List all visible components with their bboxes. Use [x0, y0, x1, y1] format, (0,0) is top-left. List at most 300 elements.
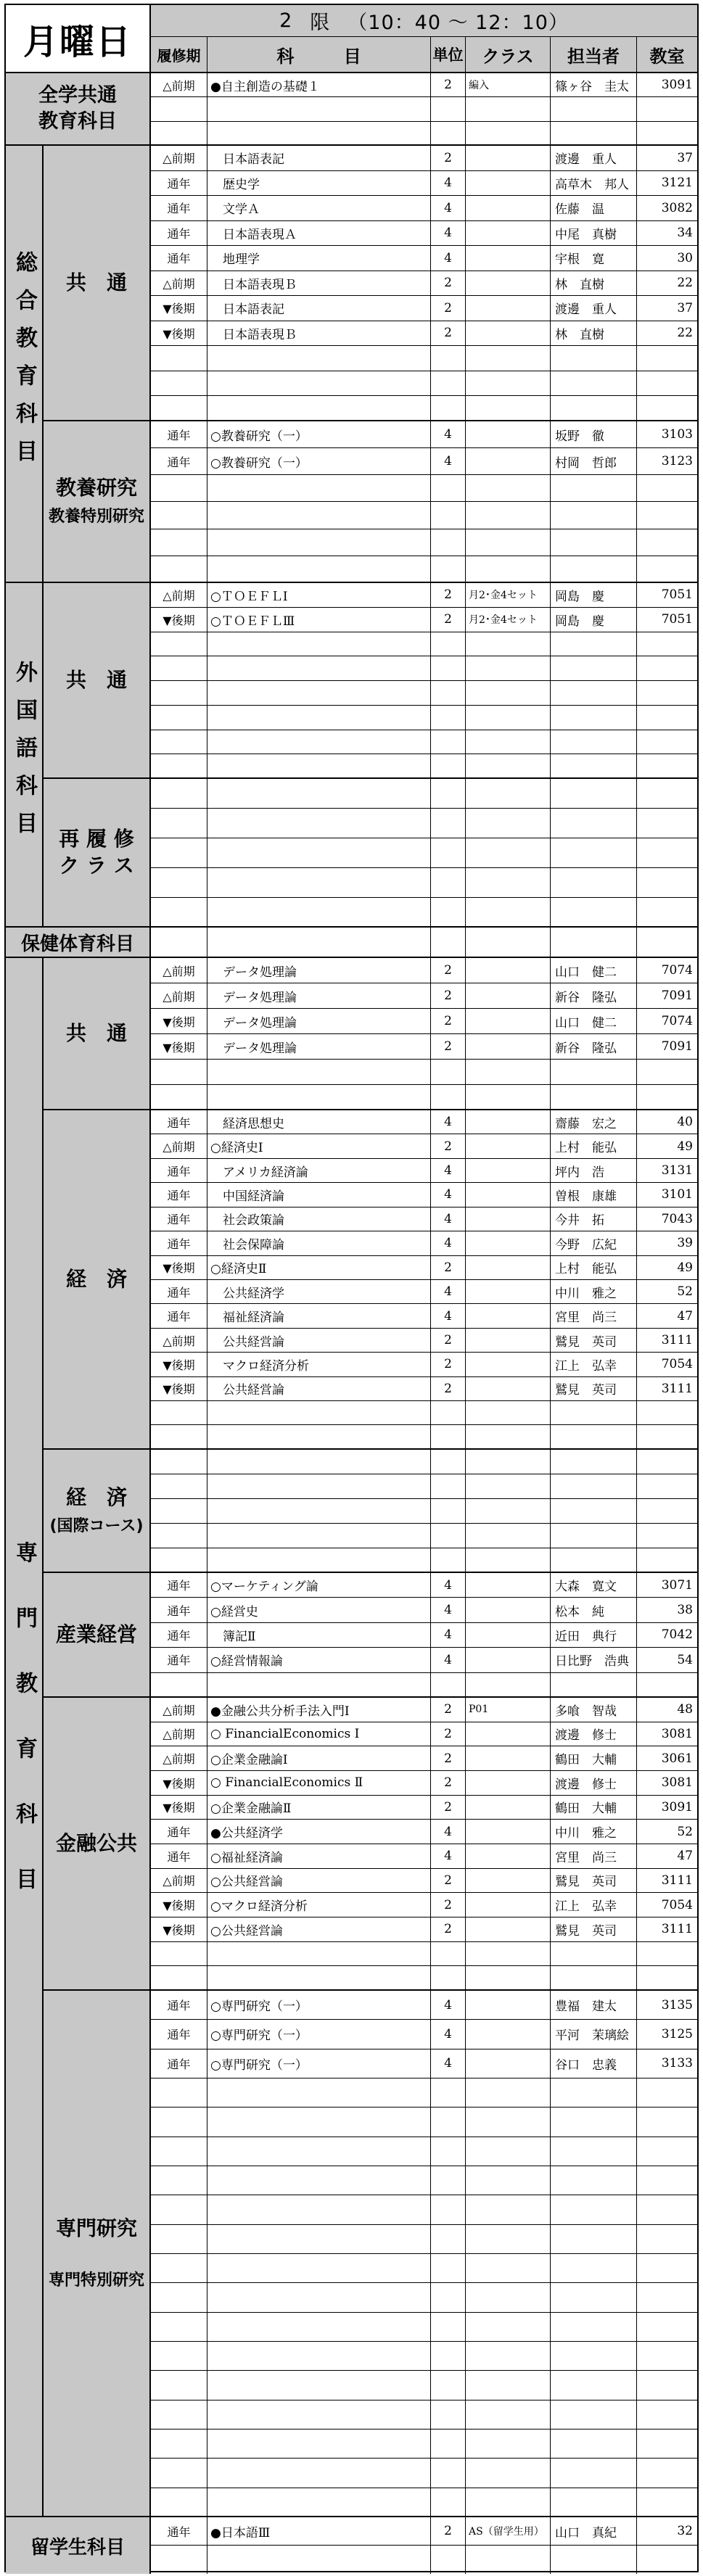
cell-class [466, 556, 551, 583]
cell-room [637, 2195, 697, 2224]
cell-subject: 社会政策論 [207, 1208, 431, 1231]
cell-subject [207, 1942, 431, 1966]
cell-subject [207, 1060, 431, 1084]
cell-teacher [551, 2254, 637, 2282]
cell-teacher [551, 2546, 637, 2574]
cell-class [466, 1648, 551, 1672]
table-row [151, 1085, 697, 1110]
cell-class [466, 2400, 551, 2429]
cell-unit: 4 [431, 1820, 466, 1844]
cell-class [466, 1598, 551, 1622]
cell-class [466, 1474, 551, 1498]
cell-unit: 4 [431, 1280, 466, 1303]
cell-unit: 4 [431, 1304, 466, 1327]
cell-term [151, 1966, 207, 1991]
cell-unit: 2 [431, 1746, 466, 1770]
cell-subject [207, 779, 431, 808]
table-row [151, 681, 697, 706]
cell-subject [207, 556, 431, 583]
cell-subject: ○マクロ経済分析 [207, 1893, 431, 1917]
table-row [151, 632, 697, 657]
cell-subject: ○教養研究（一） [207, 421, 431, 447]
cell-unit [431, 1474, 466, 1498]
cell-term [151, 529, 207, 556]
cell-teacher [551, 2342, 637, 2370]
table-row [151, 1425, 697, 1449]
cell-teacher [551, 2166, 637, 2195]
cell-subject: 福祉経済論 [207, 1304, 431, 1327]
table-row [151, 1548, 697, 1573]
section-keizai-kokusai [151, 1450, 697, 1573]
section-keizai [151, 1110, 697, 1450]
cell-teacher [551, 2430, 637, 2458]
cell-subject [207, 2371, 431, 2399]
table-row [151, 2049, 697, 2078]
cell-teacher [551, 502, 637, 528]
cell-teacher: 村岡 哲郎 [551, 448, 637, 474]
cell-room: 3121 [661, 176, 693, 191]
cell-subject: ○専門研究（一） [207, 1991, 431, 2019]
table-row [151, 196, 697, 221]
subcategory-senmon-kenkyu: 専門研究 専門特別研究 [44, 1991, 151, 2517]
cell-teacher [551, 2195, 637, 2224]
cell-unit [431, 1524, 466, 1548]
cell-class [466, 1746, 551, 1770]
cell-unit [431, 396, 466, 421]
cell-unit [431, 346, 466, 371]
cell-teacher: 新谷 隆弘 [551, 1034, 637, 1059]
cell-room: 7074 [661, 963, 693, 978]
cell-term: 通年 [151, 2020, 207, 2048]
cell-unit: 2 [431, 1893, 466, 1917]
table-row [151, 809, 697, 838]
table-row [151, 1353, 697, 1376]
table-row [151, 868, 697, 898]
cell-teacher [551, 632, 637, 656]
cell-term: 通年 [151, 1623, 207, 1647]
cell-room [637, 2342, 697, 2370]
cell-subject: ○マーケティング論 [207, 1573, 431, 1597]
cell-term [151, 2078, 207, 2107]
cell-term: △前期 [151, 73, 207, 96]
cell-class [466, 2049, 551, 2078]
cell-class [466, 1917, 551, 1941]
cell-subject: ○公共経営論 [207, 1869, 431, 1893]
cell-unit [431, 1060, 466, 1084]
section-sairishu [151, 779, 697, 928]
cell-teacher: 松本 純 [551, 1598, 637, 1622]
cell-subject [207, 2195, 431, 2224]
cell-unit [431, 556, 466, 583]
cell-class [466, 1450, 551, 1474]
category-senmon: 専門教育科目 [6, 958, 44, 2517]
cell-room [637, 1474, 697, 1498]
cell-unit: 4 [431, 1598, 466, 1622]
cell-unit [431, 371, 466, 396]
cell-room [637, 2430, 697, 2458]
table-row [151, 730, 697, 755]
cell-teacher [551, 2225, 637, 2253]
cell-subject [207, 2488, 431, 2517]
cell-term: 通年 [151, 1110, 207, 1134]
cell-term: 通年 [151, 1280, 207, 1303]
cell-room: 3133 [661, 2056, 693, 2071]
cell-unit [431, 502, 466, 528]
table-row [151, 928, 697, 958]
cell-unit [431, 1966, 466, 1991]
cell-room [637, 1499, 697, 1523]
cell-class [466, 1893, 551, 1917]
cell-unit: 4 [431, 1844, 466, 1868]
cell-term: 通年 [151, 2049, 207, 2078]
cell-unit [431, 1401, 466, 1424]
table-row [151, 1499, 697, 1524]
cell-term: 通年 [151, 1304, 207, 1327]
cell-subject: ○ FinancialEconomics Ⅰ [207, 1722, 431, 1746]
cell-term: ▼後期 [151, 296, 207, 321]
cell-teacher [551, 475, 637, 501]
cell-teacher: 江上 弘幸 [551, 1353, 637, 1376]
cell-class: 月2･金4セット [466, 583, 551, 607]
cell-teacher [551, 2488, 637, 2517]
cell-room: 22 [677, 276, 693, 291]
cell-room: 7091 [661, 988, 693, 1003]
cell-unit [431, 1450, 466, 1474]
cell-room [637, 2459, 697, 2487]
cell-room: 7074 [661, 1014, 693, 1028]
cell-class [466, 2254, 551, 2282]
cell-term [151, 396, 207, 421]
table-row [151, 1844, 697, 1869]
cell-teacher: 渡邊 重人 [551, 296, 637, 321]
cell-unit [431, 529, 466, 556]
cell-teacher: 齋藤 宏之 [551, 1110, 637, 1134]
cell-class [466, 1820, 551, 1844]
cell-room: 3103 [661, 427, 693, 442]
cell-teacher: 中川 雅之 [551, 1280, 637, 1303]
cell-room [637, 502, 697, 528]
cell-teacher [551, 2313, 637, 2341]
cell-subject [207, 1474, 431, 1498]
cell-teacher: 岡島 慶 [551, 583, 637, 607]
cell-class [466, 2488, 551, 2517]
cell-teacher [551, 681, 637, 705]
cell-subject [207, 2283, 431, 2311]
cell-room: 32 [677, 2524, 693, 2538]
cell-class [466, 2313, 551, 2341]
cell-term: 通年 [151, 1231, 207, 1255]
cell-teacher [551, 730, 637, 754]
cell-room [637, 475, 697, 501]
cell-class [466, 475, 551, 501]
cell-room: 52 [677, 1284, 693, 1300]
table-row [151, 346, 697, 371]
cell-teacher: 渡邊 重人 [551, 146, 637, 170]
cell-teacher [551, 2459, 637, 2487]
cell-teacher [551, 1524, 637, 1548]
cell-subject: データ処理論 [207, 1009, 431, 1033]
cell-room [637, 779, 697, 808]
cell-class: AS（留学生用） [466, 2517, 551, 2545]
cell-room: 3091 [661, 78, 693, 93]
section-sangyo [151, 1573, 697, 1698]
cell-term: △前期 [151, 1722, 207, 1746]
cell-class [466, 2195, 551, 2224]
cell-teacher: 上村 能弘 [551, 1134, 637, 1157]
cell-room: 7054 [661, 1897, 693, 1912]
cell-room: 7051 [661, 587, 693, 603]
cell-teacher [551, 706, 637, 730]
cell-term [151, 2137, 207, 2166]
period-time: （10：40 ～ 12：10） [348, 12, 569, 34]
cell-term: ▼後期 [151, 1256, 207, 1279]
cell-term [151, 2488, 207, 2517]
cell-class [466, 502, 551, 528]
cell-teacher: 豊福 建太 [551, 1991, 637, 2019]
cell-teacher: 篠ヶ谷 圭太 [551, 73, 637, 96]
cell-unit: 4 [431, 1623, 466, 1647]
cell-class [466, 371, 551, 396]
cell-term [151, 656, 207, 680]
cell-unit [431, 122, 466, 146]
cell-term: 通年 [151, 246, 207, 271]
cell-class [466, 1183, 551, 1206]
cell-class [466, 1009, 551, 1033]
cell-teacher: 山口 健二 [551, 958, 637, 983]
cell-room [637, 2546, 697, 2574]
cell-teacher: 今井 拓 [551, 1208, 637, 1231]
cell-room: 37 [677, 150, 693, 165]
cell-subject [207, 97, 431, 120]
cell-teacher: 鷲見 英司 [551, 1377, 637, 1400]
table-row [151, 983, 697, 1009]
cell-class [466, 1304, 551, 1327]
cell-teacher: 林 直樹 [551, 321, 637, 346]
cell-room: 3071 [661, 1577, 693, 1593]
table-row [151, 1401, 697, 1425]
table-row [151, 2078, 697, 2108]
cell-class [466, 1208, 551, 1231]
cell-unit [431, 898, 466, 928]
cell-room: 3091 [661, 1799, 693, 1815]
cell-term: △前期 [151, 958, 207, 983]
cell-term [151, 681, 207, 705]
cell-unit: 4 [431, 2020, 466, 2048]
cell-subject [207, 868, 431, 897]
cell-subject: 経済思想史 [207, 1110, 431, 1134]
cell-term: 通年 [151, 171, 207, 196]
cell-subject: ○ FinancialEconomics Ⅱ [207, 1771, 431, 1795]
table-row [151, 2488, 697, 2517]
category-hoken: 保健体育科目 [6, 928, 151, 958]
period-number: 2 [279, 9, 293, 32]
cell-room: 3101 [661, 1187, 693, 1202]
cell-unit: 2 [431, 146, 466, 170]
cell-class [466, 1060, 551, 1084]
cell-class [466, 2459, 551, 2487]
cell-unit [431, 1085, 466, 1110]
cell-term: △前期 [151, 583, 207, 607]
cell-unit [431, 656, 466, 680]
cell-unit [431, 1548, 466, 1573]
cell-room: 3125 [661, 2026, 693, 2042]
cell-room: 3131 [661, 1163, 693, 1178]
cell-unit [431, 809, 466, 838]
cell-unit [431, 754, 466, 779]
cell-class [466, 2430, 551, 2458]
cell-term: 通年 [151, 1844, 207, 1868]
cell-class [466, 1231, 551, 1255]
cell-teacher [551, 122, 637, 146]
table-row [151, 371, 697, 397]
cell-unit: 2 [431, 2517, 466, 2545]
cell-class [466, 1548, 551, 1573]
cell-class [466, 246, 551, 271]
cell-unit: 2 [431, 1034, 466, 1059]
section-sen-kyotsu [151, 958, 697, 1110]
cell-teacher: 坪内 浩 [551, 1159, 637, 1182]
cell-room [637, 809, 697, 838]
table-row [151, 838, 697, 868]
cell-class [466, 1353, 551, 1376]
cell-teacher [551, 2078, 637, 2107]
cell-class [466, 1991, 551, 2019]
cell-term [151, 1401, 207, 1424]
cell-teacher [551, 779, 637, 808]
cell-subject [207, 2108, 431, 2136]
cell-room [637, 1085, 697, 1110]
cell-subject [207, 1966, 431, 1991]
cell-term: 通年 [151, 1820, 207, 1844]
cell-term: △前期 [151, 983, 207, 1008]
subcategory-gai-kyotsu: 共 通 [44, 583, 151, 779]
table-row [151, 2313, 697, 2342]
cell-unit: 2 [431, 271, 466, 296]
table-row [151, 1598, 697, 1622]
cell-term [151, 2546, 207, 2574]
cell-class [466, 2342, 551, 2370]
cell-unit [431, 2137, 466, 2166]
cell-unit: 2 [431, 1134, 466, 1157]
cell-subject [207, 346, 431, 371]
cell-term [151, 2342, 207, 2370]
cell-unit: 2 [431, 608, 466, 632]
cell-class [466, 196, 551, 220]
col-subject: 科 目 [207, 37, 431, 72]
cell-class [466, 171, 551, 196]
subcategory-kyoyo: 教養研究 教養特別研究 [44, 421, 151, 583]
section-zengaku [151, 73, 697, 146]
cell-teacher: 鶴田 大輔 [551, 1796, 637, 1820]
cell-subject: データ処理論 [207, 958, 431, 983]
cell-class [466, 928, 551, 958]
cell-teacher: 日比野 浩典 [551, 1648, 637, 1672]
table-row [151, 1208, 697, 1231]
column-headers [151, 37, 697, 73]
cell-room: 3081 [661, 1775, 693, 1791]
cell-subject: 公共経営論 [207, 1329, 431, 1352]
cell-room: 34 [677, 226, 693, 241]
cell-room [637, 632, 697, 656]
cell-teacher [551, 1401, 637, 1424]
cell-teacher: 佐藤 温 [551, 196, 637, 220]
cell-class: 編入 [466, 73, 551, 96]
cell-room [637, 1548, 697, 1573]
cell-class [466, 122, 551, 146]
cell-term: 通年 [151, 1648, 207, 1672]
cell-subject [207, 122, 431, 146]
cell-subject [207, 2546, 431, 2574]
cell-class [466, 2283, 551, 2311]
cell-subject [207, 809, 431, 838]
cell-term [151, 898, 207, 928]
cell-subject [207, 681, 431, 705]
cell-room: 3111 [661, 1333, 693, 1347]
cell-subject: 日本語表現Ｂ [207, 321, 431, 346]
cell-subject [207, 1548, 431, 1573]
table-row [151, 958, 697, 983]
cell-class [466, 1110, 551, 1134]
cell-term [151, 1474, 207, 1498]
cell-class [466, 2078, 551, 2107]
cell-class [466, 1573, 551, 1597]
cell-unit: 4 [431, 1573, 466, 1597]
cell-class [466, 868, 551, 897]
table-row [151, 502, 697, 529]
cell-subject [207, 1425, 431, 1449]
cell-term: 通年 [151, 221, 207, 246]
col-term: 履修期 [151, 37, 207, 72]
table-row [151, 1648, 697, 1672]
cell-room: 39 [677, 1236, 693, 1251]
table-row [151, 2020, 697, 2049]
cell-unit [431, 2371, 466, 2399]
cell-term [151, 779, 207, 808]
cell-unit [431, 2430, 466, 2458]
table-row [151, 1329, 697, 1353]
cell-teacher [551, 556, 637, 583]
cell-term [151, 1425, 207, 1449]
cell-unit: 4 [431, 1991, 466, 2019]
subcategory-sen-kyotsu: 共 通 [44, 958, 151, 1110]
cell-term: 通年 [151, 1991, 207, 2019]
cell-subject: 社会保障論 [207, 1231, 431, 1255]
cell-unit: 4 [431, 1208, 466, 1231]
cell-term: 通年 [151, 1159, 207, 1182]
cell-room: 3111 [661, 1922, 693, 1937]
cell-unit: 4 [431, 2049, 466, 2078]
cell-teacher: 林 直樹 [551, 271, 637, 296]
cell-unit [431, 868, 466, 897]
section-kyoyo [151, 421, 697, 583]
period-header [151, 5, 697, 37]
table-row [151, 1746, 697, 1771]
cell-subject: ●公共経済学 [207, 1820, 431, 1844]
cell-class [466, 321, 551, 346]
cell-unit: 2 [431, 321, 466, 346]
cell-class [466, 2166, 551, 2195]
cell-term: ▼後期 [151, 1353, 207, 1376]
cell-class [466, 2546, 551, 2574]
cell-teacher: 山口 真紀 [551, 2517, 637, 2545]
cell-room [637, 706, 697, 730]
cell-subject: ○ＴＯＥＦＬⅢ [207, 608, 431, 632]
cell-term: 通年 [151, 1183, 207, 1206]
table-row [151, 2108, 697, 2137]
cell-room: 40 [677, 1115, 693, 1130]
cell-teacher [551, 2108, 637, 2136]
cell-term [151, 632, 207, 656]
